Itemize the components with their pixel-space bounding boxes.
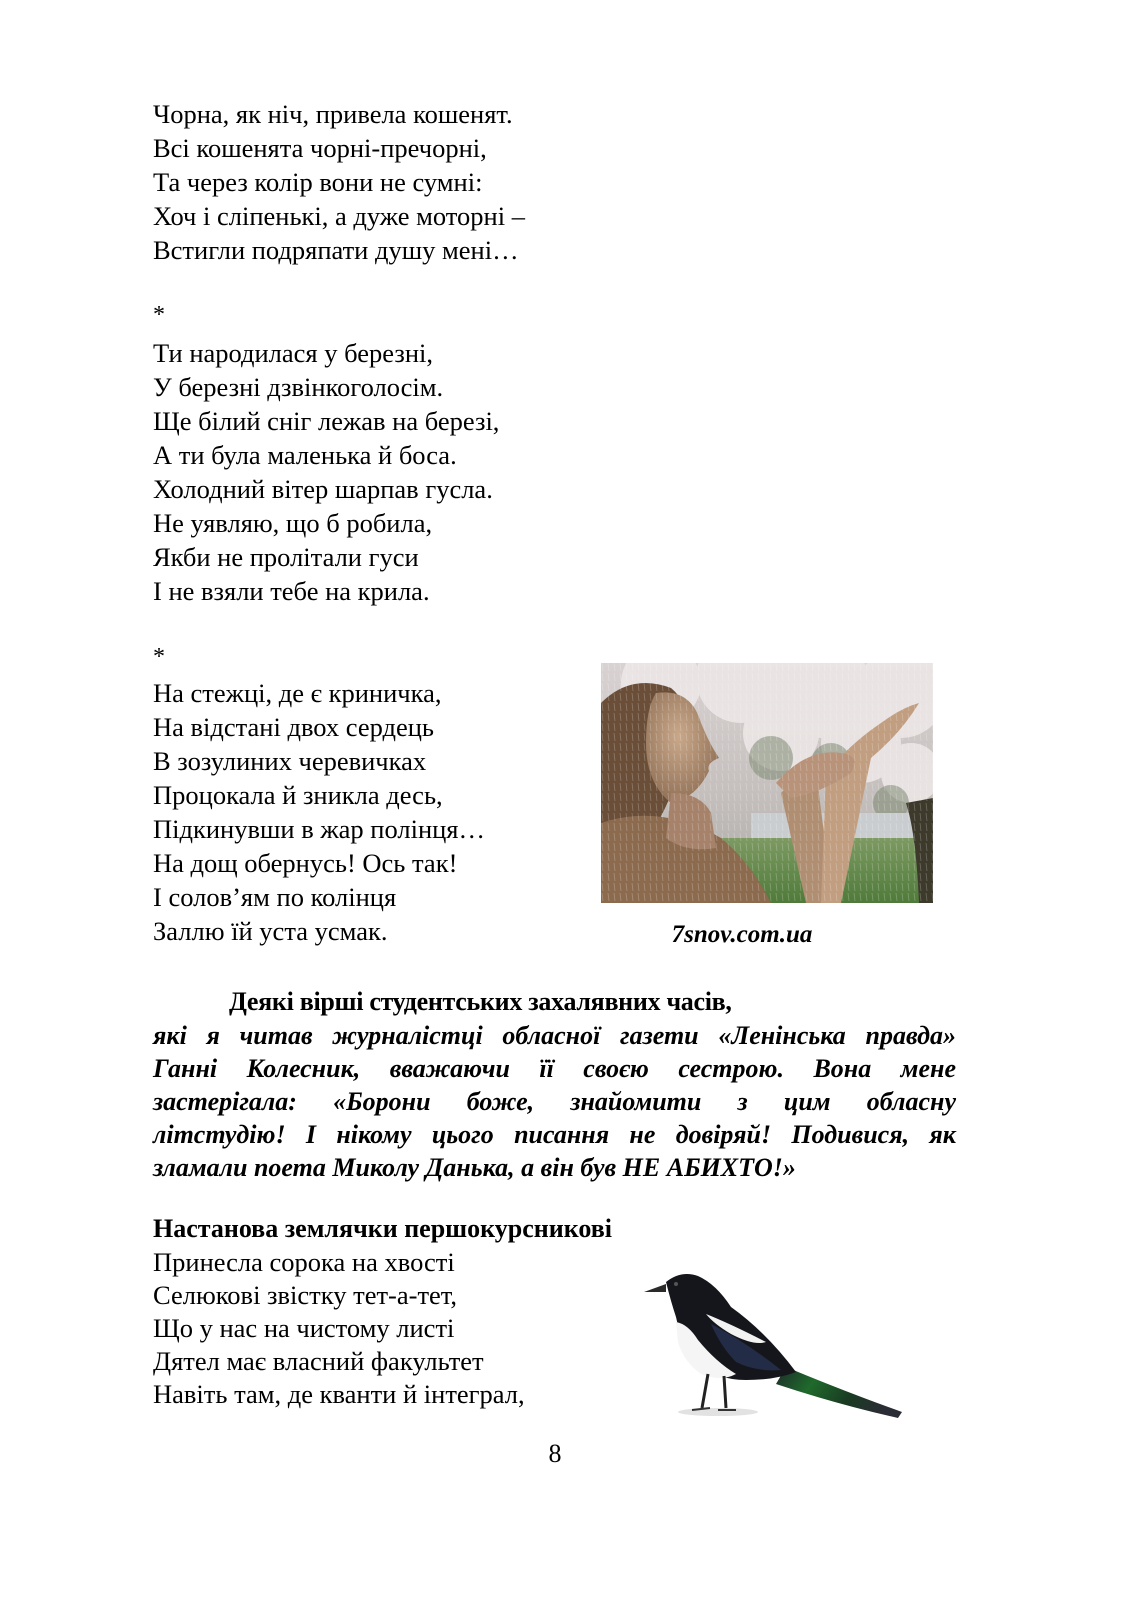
poem-line: І не взяли тебе на крила. [153, 576, 430, 606]
page-number: 8 [548, 1439, 562, 1468]
poem-march [153, 336, 499, 608]
poem-line: Не уявляю, що б робила, [153, 508, 433, 538]
poem-line: Процокала й зникла десь, [153, 780, 443, 810]
poem-line: А ти була маленька й боса. [153, 440, 457, 470]
poem-line: У березні дзвінкоголосім. [153, 372, 444, 402]
intro-line: застерігала: «Борони боже, знайомити з цим обласну [153, 1087, 956, 1116]
poem-line: Дятел має власний факультет [153, 1346, 484, 1376]
poem-line: Холодний вітер шарпав гусла. [153, 474, 493, 504]
poem-line: Всі кошенята чорні-пречорні, [153, 133, 487, 163]
magpie-illustration [636, 1262, 906, 1422]
poem-line: На відстані двох сердець [153, 712, 435, 742]
poem-line: Чорна, як ніч, привела кошенят. [153, 99, 513, 129]
poem-line: Якби не пролітали гуси [153, 542, 419, 572]
poem-title: Настанова землячки першокурсникові [153, 1214, 612, 1243]
poem-line: Заллю їй уста усмак. [153, 916, 388, 946]
poem-line: Навіть там, де кванти й інтеграл, [153, 1379, 525, 1409]
intro-line: літстудію! І нікому цього писання не довіряй! Подивися, як [153, 1120, 956, 1149]
intro-line: Ганні Колесник, вважаючи її своєю сестрою. Вона мене [153, 1054, 956, 1083]
poem-line: На дощ обернусь! Ось так! [153, 848, 458, 878]
poem-line: Та через колір вони не сумні: [153, 167, 483, 197]
photo-caption: 7snov.com.ua [671, 921, 813, 948]
rain-woman-photo [601, 663, 933, 903]
poem-magpie [153, 1246, 525, 1411]
intro-line: які я читав журналістці обласної газети «Ленінська правда» [153, 1021, 956, 1050]
poem-line: Хоч і сліпенькі, а дуже моторні – [153, 201, 525, 231]
poem-well [153, 676, 485, 948]
poem-line: Підкинувши в жар полінця… [153, 814, 486, 844]
poem-line: Принесла сорока на хвості [153, 1247, 455, 1277]
poem-line: І солов’ям по колінця [153, 882, 397, 912]
intro-line: зламали поета Миколу Данька, а він був НЕ АБИХТО!» [153, 1153, 796, 1182]
poem-line: Ще білий сніг лежав на березі, [153, 406, 500, 436]
poem-separator: * [153, 302, 165, 328]
section-intro [153, 1019, 956, 1184]
poem-line: Селюкові звістку тет-а-тет, [153, 1280, 458, 1310]
poem-line: На стежці, де є криничка, [153, 678, 442, 708]
poem-line: В зозулиних черевичках [153, 746, 427, 776]
poem-line: Що у нас на чистому листі [153, 1313, 455, 1343]
poem-cat [153, 97, 525, 267]
section-heading: Деякі вірші студентських захалявних часів, [229, 987, 732, 1016]
poem-line: Ти народилася у березні, [153, 338, 433, 368]
poem-line: Встигли подряпати душу мені… [153, 235, 519, 265]
poem-separator: * [153, 644, 165, 670]
